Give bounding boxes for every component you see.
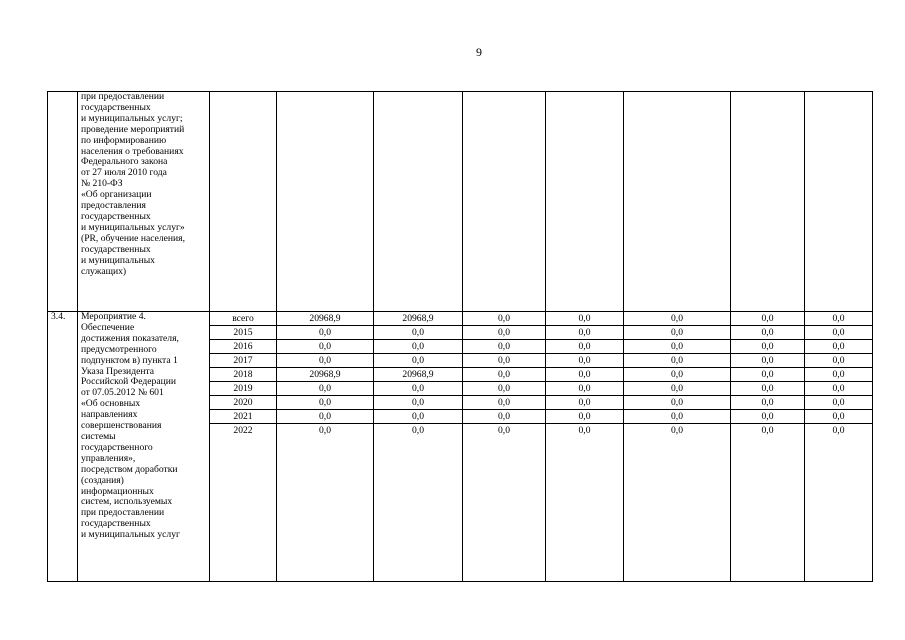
- value-entry: 0,0: [277, 382, 373, 396]
- value-entry: 0,0: [546, 340, 623, 354]
- value-entry: 0,0: [731, 312, 804, 326]
- value-entry: 0,0: [546, 326, 623, 340]
- year-label: 2020: [210, 396, 276, 410]
- values-list: [624, 312, 730, 437]
- value-entry: 0,0: [731, 368, 804, 382]
- value-entry: 0,0: [546, 312, 623, 326]
- description-cell: [78, 92, 210, 312]
- value-entry: 0,0: [805, 312, 872, 326]
- value-entry: 0,0: [805, 354, 872, 368]
- value-entry: 0,0: [498, 425, 510, 436]
- value-entry: 0,0: [731, 410, 804, 424]
- measure-description-text: Мероприятие 4. Обеспечение достижения показателя, предусмотренного подпунктом в) пункта 1 Указа Президента Российской Федерации от 07.05.2012 № 601 «Об основных направлениях совершенствования системы государственного управления», посредством доработки (создания) информационных систем, используемых при предоставлении государственных и муниципальных услуг: [81, 311, 180, 541]
- value-entry: 0,0: [277, 326, 373, 340]
- value-entry: 0,0: [463, 368, 545, 382]
- value-entry: 0,0: [624, 396, 730, 410]
- value-entry: 0,0: [277, 410, 373, 424]
- value-entry: 0,0: [578, 425, 591, 436]
- year-label: 2016: [210, 340, 276, 354]
- value-cell: [374, 92, 463, 312]
- value-entry: 0,0: [546, 410, 623, 424]
- value-entry: 0,0: [624, 368, 730, 382]
- year-label: 2022: [233, 425, 253, 436]
- values-list: [277, 312, 373, 437]
- value-entry: 0,0: [731, 354, 804, 368]
- measure-description-cell: [78, 312, 210, 582]
- year-label: 2017: [210, 354, 276, 368]
- value-column-5: [624, 312, 731, 582]
- value-cell: [546, 92, 624, 312]
- value-entry: 0,0: [731, 382, 804, 396]
- year-label: 2019: [210, 382, 276, 396]
- value-entry: 0,0: [277, 340, 373, 354]
- value-entry: 0,0: [832, 425, 845, 436]
- value-entry: 0,0: [761, 425, 774, 436]
- value-entry: 0,0: [805, 326, 872, 340]
- year-label: всего: [210, 312, 276, 326]
- value-entry: 0,0: [546, 354, 623, 368]
- measure-number-cell: 3.4.: [48, 312, 78, 582]
- value-entry: 20968,9: [277, 368, 373, 382]
- value-entry: 0,0: [374, 410, 462, 424]
- continuation-row: [48, 92, 873, 312]
- value-column-4: [546, 312, 624, 582]
- value-cell: [277, 92, 374, 312]
- value-cell: [731, 92, 805, 312]
- value-entry: 0,0: [731, 340, 804, 354]
- year-label: 2015: [210, 326, 276, 340]
- years-list: [210, 312, 276, 437]
- value-column-7: [805, 312, 873, 582]
- value-entry: 0,0: [624, 354, 730, 368]
- value-entry: 0,0: [731, 396, 804, 410]
- value-entry: 20968,9: [374, 312, 462, 326]
- value-entry: 0,0: [624, 340, 730, 354]
- value-entry: 0,0: [374, 354, 462, 368]
- value-entry: 0,0: [374, 382, 462, 396]
- value-entry: 0,0: [731, 326, 804, 340]
- value-entry: 0,0: [277, 396, 373, 410]
- value-entry: 0,0: [624, 410, 730, 424]
- value-entry: 0,0: [805, 340, 872, 354]
- value-entry: 0,0: [319, 425, 331, 436]
- year-label: 2018: [210, 368, 276, 382]
- value-entry: 20968,9: [374, 368, 462, 382]
- value-cell: [624, 92, 731, 312]
- values-list: [805, 312, 872, 437]
- value-entry: 0,0: [374, 326, 462, 340]
- measure-row: [48, 312, 873, 582]
- page-number: 9: [476, 45, 482, 59]
- value-entry: 0,0: [805, 368, 872, 382]
- value-entry: 0,0: [805, 410, 872, 424]
- years-cell: [210, 312, 277, 582]
- value-entry: 0,0: [463, 326, 545, 340]
- values-list: [731, 312, 804, 437]
- value-entry: 0,0: [624, 312, 730, 326]
- value-entry: 0,0: [463, 396, 545, 410]
- year-label: 2021: [210, 410, 276, 424]
- values-list: [546, 312, 623, 437]
- values-list: [463, 312, 545, 437]
- value-entry: 0,0: [463, 354, 545, 368]
- description-text: при предоставлении государственных и муниципальных услуг; проведение мероприятий по информированию населения о требованиях Федерального закона от 27 июля 2010 года № 210-ФЗ «Об организации предоставления государственных и муниципальных услуг» (PR, обучение населения, государственных и муниципальных служащих): [81, 91, 185, 277]
- budget-table: [47, 91, 873, 582]
- value-entry: 0,0: [374, 396, 462, 410]
- value-entry: 0,0: [671, 425, 683, 436]
- value-cell: [805, 92, 873, 312]
- value-entry: 0,0: [546, 368, 623, 382]
- value-column-3: [463, 312, 546, 582]
- value-entry: 0,0: [624, 382, 730, 396]
- value-entry: 0,0: [805, 382, 872, 396]
- value-entry: 0,0: [546, 396, 623, 410]
- value-entry: 0,0: [463, 382, 545, 396]
- value-entry: 20968,9: [277, 312, 373, 326]
- value-entry: 0,0: [463, 340, 545, 354]
- values-list: [374, 312, 462, 437]
- value-entry: 0,0: [546, 382, 623, 396]
- value-entry: 0,0: [624, 326, 730, 340]
- value-column-1: [277, 312, 374, 582]
- value-entry: 0,0: [374, 340, 462, 354]
- value-entry: 0,0: [277, 354, 373, 368]
- value-column-6: [731, 312, 805, 582]
- value-entry: 0,0: [412, 425, 424, 436]
- value-cell: [463, 92, 546, 312]
- year-cell: [210, 92, 277, 312]
- value-column-2: [374, 312, 463, 582]
- value-entry: 0,0: [805, 396, 872, 410]
- number-cell: [48, 92, 78, 312]
- value-entry: 0,0: [463, 410, 545, 424]
- value-entry: 0,0: [463, 312, 545, 326]
